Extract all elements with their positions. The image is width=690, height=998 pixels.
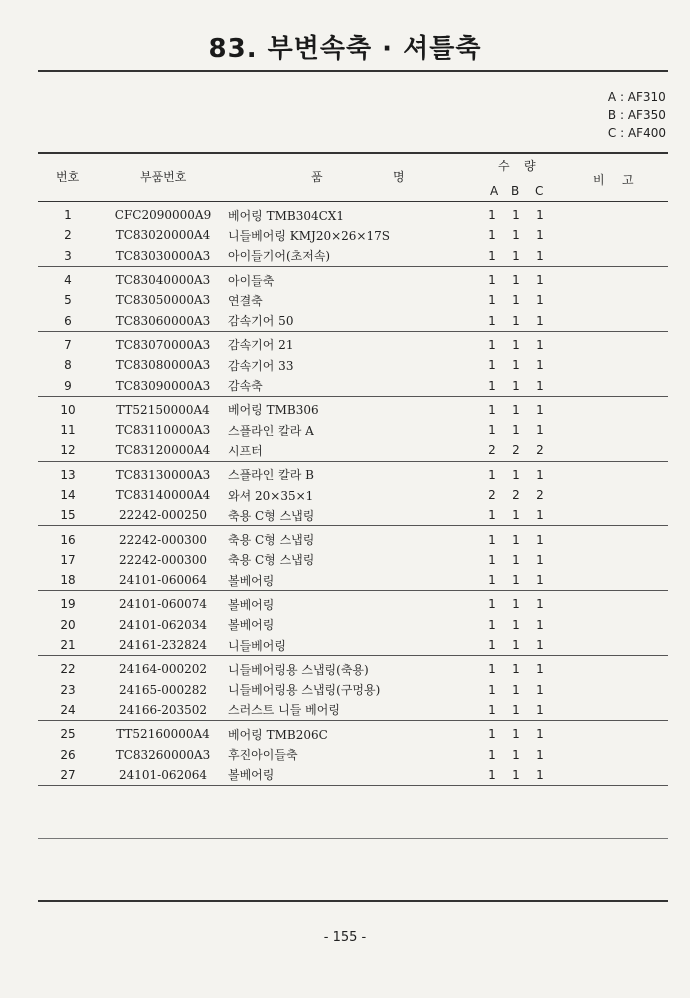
header-bottom-rule xyxy=(38,201,668,202)
qty-b: 1 xyxy=(512,467,520,482)
part-name: 스플라인 칼라 B xyxy=(228,468,314,483)
header-name-2: 명 xyxy=(393,170,405,184)
remark xyxy=(552,440,668,461)
remark xyxy=(552,266,668,290)
qty-b: 1 xyxy=(504,570,528,591)
part-name: 축용 C형 스냅링 xyxy=(228,505,480,526)
qty-c: 1 xyxy=(536,228,544,243)
part-number: 24101-060064 xyxy=(98,570,228,591)
spare-rule xyxy=(38,838,668,839)
qty-b: 1 xyxy=(512,727,520,742)
qty-c: 2 xyxy=(536,488,544,502)
qty-a: 1 xyxy=(488,273,496,288)
qty-c: 1 xyxy=(536,597,544,612)
part-number: TT52150000A4 xyxy=(116,402,210,417)
qty-b: 1 xyxy=(512,402,520,417)
remark xyxy=(552,485,668,505)
row-number: 9 xyxy=(38,375,98,396)
qty-a: 1 xyxy=(480,375,504,396)
qty-b: 1 xyxy=(512,747,520,762)
footer-rule xyxy=(38,900,668,902)
part-name: 후진아이들축 xyxy=(228,748,298,763)
qty-a: 1 xyxy=(488,402,496,417)
part-name: 축용 C형 스냅링 xyxy=(228,553,315,568)
qty-a: 1 xyxy=(480,505,504,526)
qty-a: 1 xyxy=(480,635,504,656)
part-number: TT52160000A4 xyxy=(116,727,210,742)
remark xyxy=(552,615,668,635)
model-b: B : AF350 xyxy=(607,108,666,122)
part-number: TC83020000A4 xyxy=(115,228,211,243)
qty-b: 1 xyxy=(512,682,520,697)
part-name: 베어링 TMB304CX1 xyxy=(228,208,344,223)
header-col-b: B xyxy=(511,184,520,198)
qty-c: 1 xyxy=(528,700,552,721)
qty-b: 2 xyxy=(504,440,528,461)
qty-c: 1 xyxy=(536,682,544,697)
qty-b: 1 xyxy=(512,358,520,373)
row-number: 4 xyxy=(64,273,72,288)
table-row xyxy=(38,615,668,635)
part-name: 감속기어 50 xyxy=(228,310,480,331)
part-number: 24166-203502 xyxy=(98,700,228,721)
part-number: 22242-000250 xyxy=(98,505,228,526)
part-name: 시프터 xyxy=(228,440,480,461)
table-row xyxy=(38,635,668,656)
qty-a: 1 xyxy=(488,423,496,438)
row-number: 26 xyxy=(60,747,76,762)
qty-b: 1 xyxy=(512,617,520,632)
part-number: 24101-062034 xyxy=(118,617,208,632)
qty-a: 1 xyxy=(488,532,496,547)
qty-a: 1 xyxy=(488,727,496,742)
qty-a: 2 xyxy=(480,440,504,461)
qty-c: 1 xyxy=(528,375,552,396)
qty-a: 1 xyxy=(480,246,504,267)
part-number: 24161-232824 xyxy=(98,635,228,656)
qty-b: 1 xyxy=(504,505,528,526)
part-name: 니들베어링용 스냅링(구멍용) xyxy=(228,683,381,698)
part-number: TC83120000A4 xyxy=(98,440,228,461)
table-row xyxy=(38,680,668,700)
model-a: A : AF310 xyxy=(607,90,666,104)
row-number: 22 xyxy=(60,662,76,677)
part-number: 24164-000202 xyxy=(118,662,208,677)
qty-c: 1 xyxy=(536,337,544,352)
qty-a: 2 xyxy=(488,488,496,502)
part-name: 니들베어링 KMJ20×26×17S xyxy=(228,228,390,243)
remark xyxy=(552,526,668,550)
header-name-1: 품 xyxy=(311,170,323,184)
remark xyxy=(552,765,668,786)
page-title: 83. 부변속축 · 셔틀축 xyxy=(208,34,482,64)
table-row xyxy=(38,440,668,461)
remark xyxy=(552,375,668,396)
qty-c: 1 xyxy=(536,662,544,677)
qty-c: 1 xyxy=(536,467,544,482)
header-col-c: C xyxy=(535,184,544,198)
qty-c: 1 xyxy=(536,617,544,632)
row-number: 25 xyxy=(60,727,76,742)
part-name: 볼베어링 xyxy=(228,597,275,612)
remark xyxy=(552,591,668,615)
qty-a: 1 xyxy=(488,337,496,352)
remark xyxy=(552,721,668,745)
part-name: 아이들기어(초저속) xyxy=(228,246,480,267)
table-row xyxy=(38,721,668,745)
row-number: 8 xyxy=(64,358,72,373)
remark xyxy=(552,355,668,375)
part-name: 베어링 TMB206C xyxy=(228,727,328,742)
part-name: 아이들축 xyxy=(228,273,275,288)
row-number: 5 xyxy=(64,293,72,308)
qty-c: 1 xyxy=(536,747,544,762)
row-number: 16 xyxy=(60,532,76,547)
qty-b: 1 xyxy=(512,532,520,547)
qty-a: 1 xyxy=(488,747,496,762)
table-row xyxy=(38,485,668,505)
part-name: 베어링 TMB306 xyxy=(228,403,319,418)
header-col-a: A xyxy=(490,184,499,198)
page-number: - 155 - xyxy=(323,930,367,945)
row-number: 23 xyxy=(60,682,76,697)
remark xyxy=(552,331,668,355)
part-number: TC83130000A3 xyxy=(115,467,211,482)
qty-c: 1 xyxy=(536,727,544,742)
table-row xyxy=(38,570,668,591)
qty-a: 1 xyxy=(488,293,496,308)
header-no: 번호 xyxy=(56,170,80,184)
header-remark-2: 고 xyxy=(622,173,634,187)
table-row xyxy=(38,461,668,485)
qty-a: 1 xyxy=(488,597,496,612)
row-number: 7 xyxy=(64,337,72,352)
qty-b: 1 xyxy=(504,375,528,396)
qty-c: 1 xyxy=(536,293,544,308)
row-number: 3 xyxy=(38,246,98,267)
header-qty-2: 량 xyxy=(524,159,536,173)
row-number: 18 xyxy=(38,570,98,591)
part-number: TC83260000A3 xyxy=(115,747,211,762)
qty-b: 1 xyxy=(504,310,528,331)
remark xyxy=(552,310,668,331)
remark xyxy=(552,700,668,721)
table-row xyxy=(38,420,668,440)
qty-c: 1 xyxy=(528,570,552,591)
part-number: TC83030000A3 xyxy=(98,246,228,267)
qty-c: 1 xyxy=(536,402,544,417)
remark xyxy=(552,656,668,680)
part-name: 감속축 xyxy=(228,375,480,396)
table-row xyxy=(38,246,668,267)
qty-c: 2 xyxy=(528,440,552,461)
part-number: TC83050000A3 xyxy=(115,293,211,308)
header-qty-1: 수 xyxy=(498,159,510,173)
qty-a: 1 xyxy=(488,552,496,567)
part-number: 22242-000300 xyxy=(118,532,208,547)
table-row xyxy=(38,205,668,225)
remark xyxy=(552,744,668,764)
qty-b: 1 xyxy=(512,273,520,288)
part-name: 니들베어링 xyxy=(228,635,480,656)
model-c: C : AF400 xyxy=(607,126,666,140)
qty-a: 1 xyxy=(480,310,504,331)
row-number: 20 xyxy=(60,617,76,632)
row-number: 15 xyxy=(38,505,98,526)
qty-c: 1 xyxy=(528,635,552,656)
part-name: 볼베어링 xyxy=(228,618,275,633)
qty-a: 1 xyxy=(480,700,504,721)
row-number: 14 xyxy=(60,488,76,502)
qty-c: 1 xyxy=(536,552,544,567)
qty-c: 1 xyxy=(536,273,544,288)
qty-c: 1 xyxy=(536,423,544,438)
row-number: 17 xyxy=(60,552,76,567)
part-name: 볼베어링 xyxy=(228,765,480,786)
qty-b: 2 xyxy=(512,488,520,502)
qty-b: 1 xyxy=(512,597,520,612)
qty-c: 1 xyxy=(536,208,544,223)
qty-b: 1 xyxy=(504,635,528,656)
header-top-rule xyxy=(38,152,668,154)
table-row xyxy=(38,656,668,680)
qty-c: 1 xyxy=(536,532,544,547)
table-row xyxy=(38,396,668,420)
row-number: 1 xyxy=(64,208,72,223)
remark xyxy=(552,225,668,245)
qty-b: 1 xyxy=(512,293,520,308)
remark xyxy=(552,246,668,267)
remark xyxy=(552,290,668,310)
row-number: 19 xyxy=(60,597,76,612)
qty-a: 1 xyxy=(488,228,496,243)
qty-c: 1 xyxy=(536,358,544,373)
table-row xyxy=(38,744,668,764)
table-row xyxy=(38,375,668,396)
part-number: TC83060000A3 xyxy=(98,310,228,331)
row-number: 12 xyxy=(38,440,98,461)
part-name: 스플라인 칼라 A xyxy=(228,423,314,438)
part-number: 24101-060074 xyxy=(118,597,208,612)
qty-a: 1 xyxy=(488,662,496,677)
part-number: TC83090000A3 xyxy=(98,375,228,396)
remark xyxy=(552,396,668,420)
part-number: TC83110000A3 xyxy=(115,423,211,438)
qty-b: 1 xyxy=(504,765,528,786)
qty-c: 1 xyxy=(528,505,552,526)
part-number: TC83080000A3 xyxy=(115,358,211,373)
table-row xyxy=(38,266,668,290)
header-part-no: 부품번호 xyxy=(140,170,187,184)
qty-a: 1 xyxy=(488,358,496,373)
part-number: 22242-000300 xyxy=(118,552,208,567)
part-name: 축용 C형 스냅링 xyxy=(228,533,315,548)
table-row xyxy=(38,700,668,721)
part-number: CFC2090000A9 xyxy=(114,208,212,223)
table-row xyxy=(38,331,668,355)
qty-a: 1 xyxy=(488,617,496,632)
part-number: TC83070000A3 xyxy=(115,337,211,352)
parts-table xyxy=(38,205,668,786)
qty-a: 1 xyxy=(488,208,496,223)
title-rule xyxy=(38,70,668,72)
qty-b: 1 xyxy=(512,208,520,223)
part-name: 감속기어 33 xyxy=(228,358,294,373)
remark xyxy=(552,635,668,656)
qty-a: 1 xyxy=(488,467,496,482)
qty-b: 1 xyxy=(512,423,520,438)
remark xyxy=(552,205,668,225)
row-number: 10 xyxy=(60,402,76,417)
table-row xyxy=(38,550,668,570)
qty-a: 1 xyxy=(488,682,496,697)
row-number: 11 xyxy=(60,423,76,438)
qty-b: 1 xyxy=(504,246,528,267)
qty-a: 1 xyxy=(480,570,504,591)
part-name: 와셔 20×35×1 xyxy=(228,488,314,503)
part-name: 감속기어 21 xyxy=(228,338,294,353)
qty-c: 1 xyxy=(528,246,552,267)
part-name: 볼베어링 xyxy=(228,570,480,591)
row-number: 13 xyxy=(60,467,76,482)
row-number: 21 xyxy=(38,635,98,656)
remark xyxy=(552,461,668,485)
remark xyxy=(552,505,668,526)
table-row xyxy=(38,505,668,526)
remark xyxy=(552,550,668,570)
part-number: 24165-000282 xyxy=(118,682,208,697)
table-row xyxy=(38,225,668,245)
qty-b: 1 xyxy=(512,337,520,352)
qty-c: 1 xyxy=(528,765,552,786)
model-legend xyxy=(608,88,666,142)
qty-b: 1 xyxy=(512,552,520,567)
part-name: 연결축 xyxy=(228,293,263,308)
table-row xyxy=(38,526,668,550)
qty-b: 1 xyxy=(512,228,520,243)
header-remark-1: 비 xyxy=(593,173,605,187)
row-number: 6 xyxy=(38,310,98,331)
table-row xyxy=(38,310,668,331)
part-number: TC83140000A4 xyxy=(115,488,211,502)
table-row xyxy=(38,765,668,786)
part-number: 24101-062064 xyxy=(98,765,228,786)
qty-b: 1 xyxy=(512,662,520,677)
remark xyxy=(552,570,668,591)
qty-c: 1 xyxy=(528,310,552,331)
part-number: TC83040000A3 xyxy=(115,273,211,288)
part-name: 스러스트 니들 베어링 xyxy=(228,700,480,721)
table-row xyxy=(38,355,668,375)
table-row xyxy=(38,591,668,615)
row-number: 27 xyxy=(38,765,98,786)
qty-a: 1 xyxy=(480,765,504,786)
remark xyxy=(552,680,668,700)
part-name: 니들베어링용 스냅링(축용) xyxy=(228,662,369,677)
qty-b: 1 xyxy=(504,700,528,721)
row-number: 2 xyxy=(64,228,72,243)
remark xyxy=(552,420,668,440)
row-number: 24 xyxy=(38,700,98,721)
table-row xyxy=(38,290,668,310)
